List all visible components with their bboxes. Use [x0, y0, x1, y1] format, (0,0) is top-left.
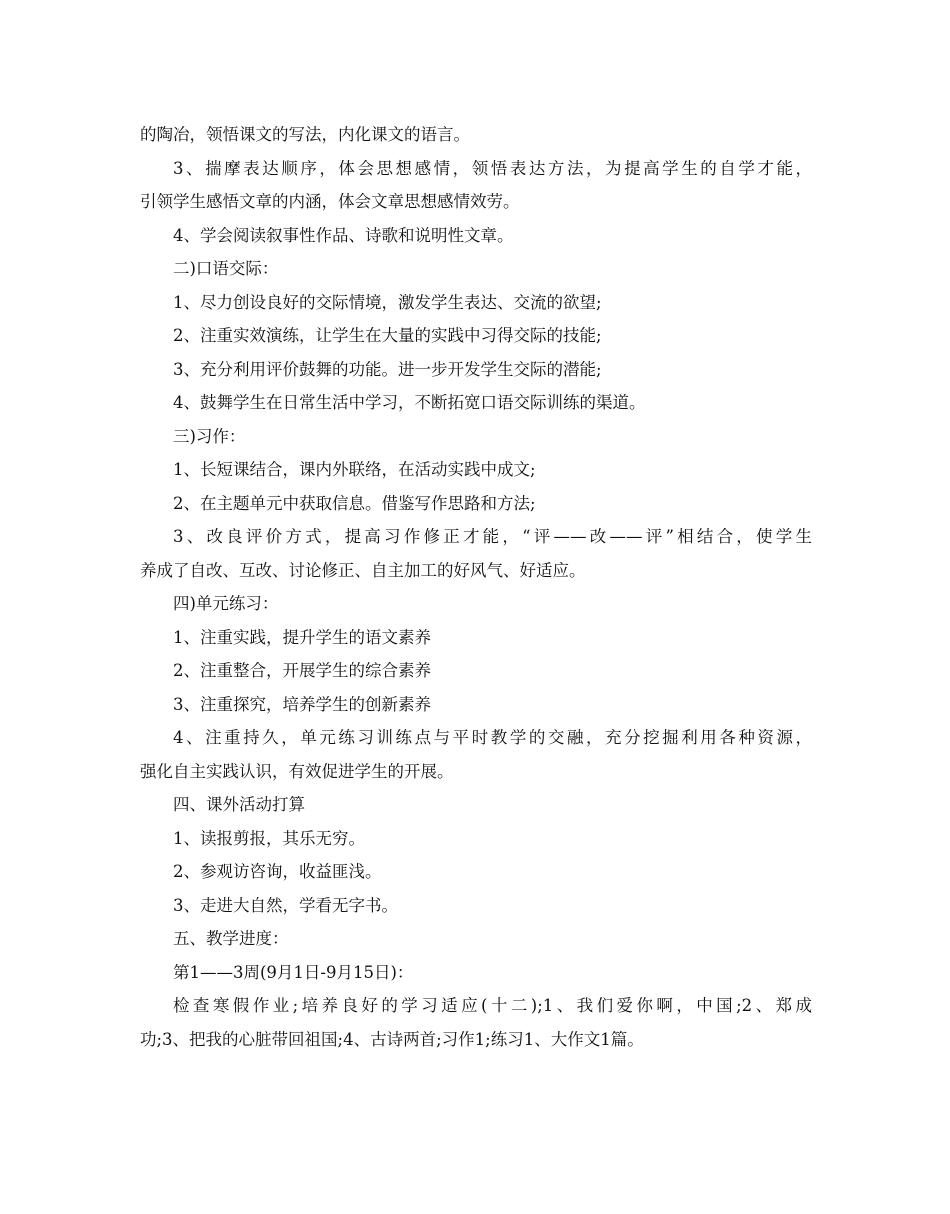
section-heading: 四、课外活动打算	[173, 795, 305, 814]
paragraph-line: 1、长短课结合，课内外联络，在活动实践中成文;	[173, 460, 536, 479]
section-heading: 二)口语交际：	[173, 259, 279, 278]
paragraph-line: 3、充分利用评价鼓舞的功能。进一步开发学生交际的潜能;	[173, 359, 602, 379]
paragraph-line: 3、改良评价方式，提高习作修正才能，“评——改——评”相结合，使学生	[173, 527, 812, 546]
paragraph-line: 3、注重探究，培养学生的创新素养	[173, 694, 431, 714]
paragraph-line: 2、注重实效演练，让学生在大量的实践中习得交际的技能;	[173, 326, 602, 345]
paragraph-line: 4、学会阅读叙事性作品、诗歌和说明性文章。	[173, 225, 514, 245]
paragraph-line: 4、鼓舞学生在日常生活中学习，不断拓宽口语交际训练的渠道。	[173, 393, 646, 412]
paragraph-line: 引领学生感悟文章的内涵，体会文章思想感情效劳。	[140, 192, 520, 211]
paragraph-line: 2、参观访咨询，收益匪浅。	[173, 862, 382, 881]
paragraph-line: 3、走进大自然，学看无字书。	[173, 895, 398, 915]
paragraph-line: 2、在主题单元中获取信息。借鉴写作思路和方法;	[173, 493, 536, 513]
paragraph-line: 1、注重实践，提升学生的语文素养	[173, 627, 431, 647]
paragraph-line: 检查寒假作业;培养良好的学习适应(十二);1、我们爱你啊，中国;2、郑成	[173, 996, 812, 1015]
paragraph-line: 强化自主实践认识，有效促进学生的开展。	[140, 761, 454, 781]
section-heading: 三)习作：	[173, 426, 246, 446]
paragraph-line: 养成了自改、互改、讨论修正、自主加工的好风气、好适应。	[140, 560, 586, 580]
paragraph-line: 1、读报剪报，其乐无穷。	[173, 828, 365, 848]
paragraph-line: 4、注重持久，单元练习训练点与平时教学的交融，充分挖掘利用各种资源，	[173, 728, 812, 747]
paragraph-line: 第1——3周(9月1日-9月15日)：	[173, 962, 414, 982]
paragraph-line: 2、注重整合，开展学生的综合素养	[173, 661, 431, 680]
paragraph-line: 的陶冶，领悟课文的写法，内化课文的语言。	[140, 125, 470, 144]
paragraph-line: 功;3、把我的心脏带回祖国;4、古诗两首;习作1;练习1、大作文1篇。	[140, 1029, 644, 1049]
section-heading: 五、教学进度：	[173, 929, 289, 948]
section-heading: 四)单元练习：	[173, 594, 279, 613]
paragraph-line: 3、揣摩表达顺序，体会思想感情，领悟表达方法，为提高学生的自学才能，	[173, 158, 812, 178]
paragraph-line: 1、尽力创设良好的交际情境，激发学生表达、交流的欲望;	[173, 292, 602, 312]
